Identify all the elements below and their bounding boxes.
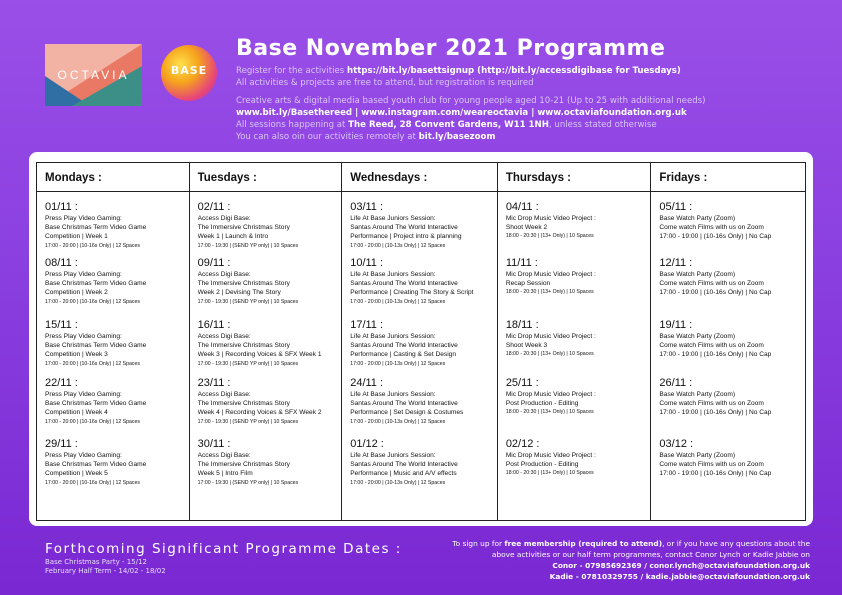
session-entry <box>45 377 186 426</box>
session-line: Performance | Casting & Set Design <box>350 351 457 359</box>
day-column <box>651 163 805 520</box>
contact-kadie[interactable]: Kadie - 07810329755 / kadie.jabbie@octaviafoundation.org.uk <box>549 572 810 581</box>
session-entry <box>45 319 186 368</box>
base-logo-text: BASE <box>170 64 208 77</box>
session-line: Competition | Week 3 <box>45 351 108 359</box>
session-line: Performance | Music and A/V effects <box>350 470 457 478</box>
session-date: 11/11 : <box>505 257 538 269</box>
session-line: 17:00 - 19:00 | (10-16s Only) | No Cap <box>659 409 772 417</box>
session-entry <box>198 257 339 306</box>
signup-line: To sign up for free membership (required to attend), or if you have any questions about the <box>452 539 810 548</box>
club-line: Creative arts & digital media based youth club for young people aged 10-21 (Up to 25 with additional needs) <box>236 96 706 106</box>
session-line: Access Digi Base: <box>197 215 251 222</box>
session-line: Life At Base Juniors Session: <box>350 333 436 340</box>
session-line: Base Watch Party (Zoom) <box>659 452 736 459</box>
session-line: Post Production - Editing <box>505 400 579 408</box>
session-line: Competition | Week 5 <box>45 470 108 478</box>
session-date: 09/11 : <box>197 257 231 269</box>
session-line: Competition | Week 2 <box>45 289 108 297</box>
session-entry <box>45 201 186 250</box>
location: The Reed, 28 Convent Gardens, W11 1NH <box>348 120 549 130</box>
session-line: Mic Drop Music Video Project : <box>505 271 596 278</box>
session-line: Base Watch Party (Zoom) <box>659 215 736 222</box>
day-heading: Mondays : <box>37 163 189 192</box>
session-line: Come watch Films with us on Zoom <box>659 224 764 232</box>
register-link[interactable]: https://bit.ly/basettsignup (http://bit.ly/accessdigibase for Tuesdays) <box>346 66 681 76</box>
session-entry <box>198 377 339 426</box>
session-date: 29/11 : <box>45 438 78 450</box>
header <box>236 36 836 143</box>
session-line: Week 5 | Intro Film <box>197 470 253 478</box>
session-line: Santas Around The World Interactive <box>350 342 458 350</box>
session-entry <box>45 438 186 487</box>
session-line: Week 2 | Devising The Story <box>197 289 281 297</box>
forthcoming-dates <box>45 558 166 576</box>
session-line: Press Play Video Gaming: <box>45 215 122 222</box>
session-time: 17:00 - 20:00 | (10-16s Only) | 12 Spaces <box>45 360 140 367</box>
session-line: Come watch Films with us on Zoom <box>659 342 764 350</box>
day-heading: Wednesdays : <box>342 163 497 192</box>
session-date: 23/11 : <box>197 377 231 389</box>
session-line: 17:00 - 19:00 | (10-16s Only) | No Cap <box>659 289 772 297</box>
session-line: Mic Drop Music Video Project : <box>505 452 596 459</box>
session-entry <box>350 201 494 250</box>
session-time: 17:00 - 20:00 | (10-16s Only) | 12 Spaces <box>45 479 140 486</box>
session-time: 17:00 - 20:00 | (10-13s Only) | 12 Spaces <box>350 479 446 486</box>
session-line: Performance | Set Design & Costumes <box>350 409 464 417</box>
session-line: Life At Base Juniors Session: <box>350 391 436 398</box>
session-line: The Immersive Christmas Story <box>197 400 290 408</box>
register-line: Register for the activities https://bit.ly/basettsignup (http://bit.ly/accessdigibase for Tuesdays) <box>236 66 681 76</box>
session-entry <box>350 377 494 426</box>
remote-line: You can also oin our activities remotely at bit.ly/basezoom <box>236 132 496 142</box>
session-time: 17:00 - 19:30 | (SEND YP only) | 10 Spaces <box>197 418 299 425</box>
session-date: 18/11 : <box>505 319 539 331</box>
session-date: 26/11 : <box>659 377 693 389</box>
schedule-grid <box>36 162 806 521</box>
session-line: Press Play Video Gaming: <box>45 391 122 398</box>
session-line: Mic Drop Music Video Project : <box>505 215 596 222</box>
session-line: Performance | Project intro & planning <box>350 233 462 241</box>
session-line: Recap Session <box>505 280 551 288</box>
session-line: Santas Around The World Interactive <box>350 461 458 469</box>
session-time: 17:00 - 20:00 | (10-13s Only) | 12 Spaces <box>350 298 446 305</box>
session-entry <box>659 201 802 242</box>
session-time: 17:00 - 19:30 | (SEND YP only) | 10 Spaces <box>197 298 299 305</box>
session-line: Come watch Films with us on Zoom <box>659 400 764 408</box>
session-line: Santas Around The World Interactive <box>350 280 458 288</box>
session-line: Mic Drop Music Video Project : <box>505 333 596 340</box>
octavia-logo-text: OCTAVIA <box>57 68 130 82</box>
day-heading: Fridays : <box>651 163 805 192</box>
session-line: Base Christmas Term Video Game <box>45 280 147 288</box>
session-time: 17:00 - 20:00 | (10-13s Only) | 12 Spaces <box>350 242 446 249</box>
session-time: 17:00 - 19:30 | (SEND YP only) | 10 Spaces <box>197 360 299 367</box>
session-time: 18:00 - 20:30 | (13+ Only) | 10 Spaces <box>505 409 594 416</box>
session-line: Base Watch Party (Zoom) <box>659 333 736 340</box>
session-line: Base Watch Party (Zoom) <box>659 391 736 398</box>
session-time: 18:00 - 20:30 | (13+ Only) | 10 Spaces <box>505 470 594 477</box>
session-entry <box>198 319 339 368</box>
session-line: Life At Base Juniors Session: <box>350 215 436 222</box>
session-line: Come watch Films with us on Zoom <box>659 461 764 469</box>
session-entry <box>506 201 648 240</box>
session-date: 02/11 : <box>197 201 231 213</box>
forthcoming-heading: Forthcoming Significant Programme Dates : <box>45 541 402 557</box>
session-date: 15/11 : <box>45 319 78 331</box>
session-date: 04/11 : <box>505 201 539 213</box>
session-line: Life At Base Juniors Session: <box>350 452 436 459</box>
session-line: Week 3 | Recording Voices & SFX Week 1 <box>197 351 322 359</box>
session-time: 17:00 - 19:30 | (SEND YP only) | 10 Spaces <box>197 242 299 249</box>
forthcoming-date: Base Christmas Party - 15/12 <box>45 558 147 566</box>
session-entry <box>659 438 802 479</box>
session-time: 18:00 - 20:30 | (13+ Only) | 10 Spaces <box>505 289 594 296</box>
session-line: Week 4 | Recording Voices & SFX Week 2 <box>197 409 322 417</box>
session-line: Base Christmas Term Video Game <box>45 461 147 469</box>
session-time: 17:00 - 19:30 | (SEND YP only) | 10 Spaces <box>197 479 299 486</box>
contact-conor[interactable]: Conor - 07985692369 / conor.lynch@octaviafoundation.org.uk <box>552 561 810 570</box>
session-line: Base Watch Party (Zoom) <box>659 271 736 278</box>
session-date: 03/12 : <box>659 438 694 450</box>
session-time: 17:00 - 20:00 | (10-16s Only) | 12 Spaces <box>45 298 140 305</box>
session-entry <box>506 257 648 296</box>
session-line: Base Christmas Term Video Game <box>45 400 147 408</box>
session-entry <box>659 257 802 298</box>
session-date: 10/11 : <box>350 257 384 269</box>
session-line: Post Production - Editing <box>505 461 579 469</box>
session-line: Access Digi Base: <box>197 271 251 278</box>
session-line: Competition | Week 1 <box>45 233 108 241</box>
session-entry <box>45 257 186 306</box>
day-heading: Tuesdays : <box>190 163 342 192</box>
session-entry <box>350 257 494 306</box>
session-date: 03/11 : <box>350 201 384 213</box>
session-date: 25/11 : <box>505 377 539 389</box>
base-logo <box>161 45 217 101</box>
session-line: Access Digi Base: <box>197 333 251 340</box>
session-entry <box>659 319 802 360</box>
session-line: Shoot Week 3 <box>505 342 548 350</box>
session-entry <box>506 377 648 416</box>
session-line: Come watch Films with us on Zoom <box>659 280 764 288</box>
session-line: 17:00 - 19:00 | (10-16s Only) | No Cap <box>659 351 772 359</box>
session-date: 17/11 : <box>350 319 384 331</box>
session-time: 18:00 - 20:30 | (13+ Only) | 10 Spaces <box>505 233 594 240</box>
session-date: 19/11 : <box>659 319 693 331</box>
session-entry <box>350 438 494 487</box>
session-time: 18:00 - 20:30 | (13+ Only) | 10 Spaces <box>505 351 594 358</box>
forthcoming-date: February Half Term - 14/02 - 18/02 <box>45 567 166 575</box>
session-date: 05/11 : <box>659 201 693 213</box>
session-entry <box>350 319 494 368</box>
session-line: Santas Around The World Interactive <box>350 400 458 408</box>
page-title: Base November 2021 Programme <box>236 36 666 61</box>
session-line: Performance | Creating The Story & Script <box>350 289 474 297</box>
free-line: All activities & projects are free to attend, but registration is required <box>236 78 534 88</box>
session-line: Press Play Video Gaming: <box>45 271 122 278</box>
day-column <box>37 163 190 520</box>
session-time: 17:00 - 20:00 | (10-13s Only) | 12 Spaces <box>350 418 446 425</box>
session-date: 01/12 : <box>350 438 384 450</box>
contact-info <box>410 538 810 582</box>
social-links[interactable]: www.bit.ly/Basethereed | www.instagram.com/weareoctavia | www.octaviafoundation.org.uk <box>236 108 687 118</box>
day-column <box>342 163 498 520</box>
session-line: The Immersive Christmas Story <box>197 280 290 288</box>
session-entry <box>198 438 339 487</box>
session-date: 02/12 : <box>505 438 540 450</box>
session-date: 08/11 : <box>45 257 78 269</box>
day-heading: Thursdays : <box>498 163 651 192</box>
session-entry <box>659 377 802 418</box>
session-line: Press Play Video Gaming: <box>45 452 122 459</box>
session-entry <box>198 201 339 250</box>
session-date: 24/11 : <box>350 377 384 389</box>
session-time: 17:00 - 20:00 | (10-16s Only) | 12 Spaces <box>45 242 140 249</box>
session-line: Press Play Video Gaming: <box>45 333 122 340</box>
session-line: Base Christmas Term Video Game <box>45 342 147 350</box>
day-column <box>190 163 343 520</box>
session-line: The Immersive Christmas Story <box>197 342 290 350</box>
session-line: Access Digi Base: <box>197 452 251 459</box>
session-date: 30/11 : <box>197 438 231 450</box>
session-line: The Immersive Christmas Story <box>197 224 290 232</box>
session-line: Life At Base Juniors Session: <box>350 271 436 278</box>
session-date: 01/11 : <box>45 201 78 213</box>
session-line: 17:00 - 19:00 | (10-16s Only) | No Cap <box>659 233 772 241</box>
session-time: 17:00 - 20:00 | (10-13s Only) | 12 Spaces <box>350 360 446 367</box>
session-line: Base Christmas Term Video Game <box>45 224 147 232</box>
session-entry <box>506 438 648 477</box>
session-line: 17:00 - 19:00 | (10-16s Only) | No Cap <box>659 470 772 478</box>
session-line: Access Digi Base: <box>197 391 251 398</box>
session-line: Competition | Week 4 <box>45 409 108 417</box>
day-column <box>498 163 652 520</box>
session-line: Week 1 | Launch & Intro <box>197 233 269 241</box>
session-date: 16/11 : <box>197 319 231 331</box>
session-line: The Immersive Christmas Story <box>197 461 290 469</box>
session-time: 17:00 - 20:00 | (10-16s Only) | 12 Spaces <box>45 418 140 425</box>
session-entry <box>506 319 648 358</box>
session-line: Santas Around The World Interactive <box>350 224 458 232</box>
signup-line-2: above activities or our half term programmes, contact Conor Lynch or Kadie Jabbie on <box>491 550 810 559</box>
schedule-card <box>29 152 813 526</box>
session-date: 12/11 : <box>659 257 693 269</box>
remote-link[interactable]: bit.ly/basezoom <box>418 132 496 142</box>
session-line: Mic Drop Music Video Project : <box>505 391 596 398</box>
location-line: All sessions happening at The Reed, 28 Convent Gardens, W11 1NH, unless stated otherwise <box>236 120 657 130</box>
session-line: Shoot Week 2 <box>505 224 548 232</box>
octavia-logo <box>45 44 142 106</box>
session-date: 22/11 : <box>45 377 78 389</box>
